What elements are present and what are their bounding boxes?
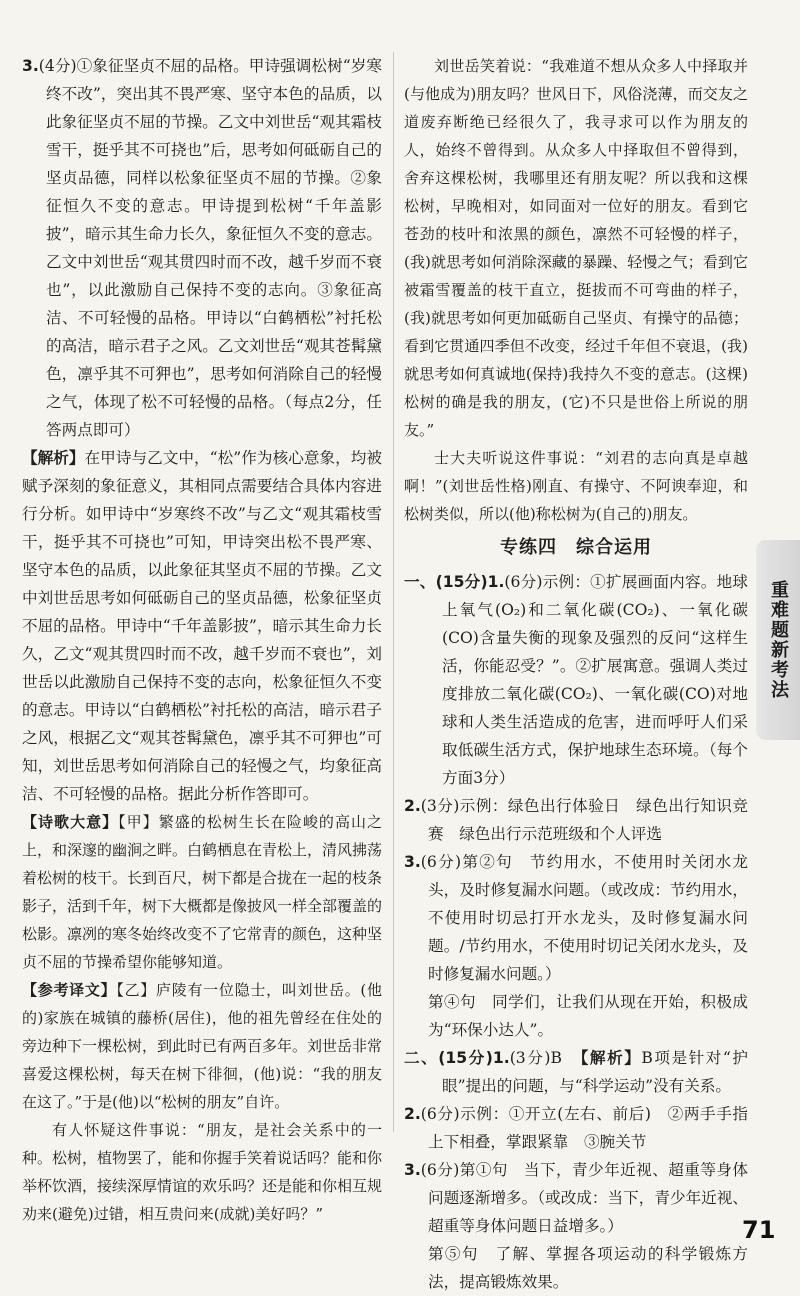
poem-tag: 【诗歌大意】 bbox=[22, 813, 119, 831]
question-number: 3. bbox=[404, 1161, 421, 1179]
page-number: 71 bbox=[742, 1216, 776, 1244]
answer-text: (3分)示例：绿色出行体验日 绿色出行知识竞赛 绿色出行示范班级和个人评选 bbox=[420, 797, 748, 843]
analysis-text: B项是针对“护眼”提出的问题，与“科学运动”没有关系。 bbox=[442, 1049, 748, 1095]
part2-q3 bbox=[404, 1156, 748, 1240]
section-title: 专练四 综合运用 bbox=[500, 537, 652, 558]
answer-text: (6分)示例：①开立(左右、前后) ②两手手指上下相叠，掌跟紧靠 ③腕关节 bbox=[420, 1105, 748, 1151]
poem-text: 【甲】繁盛的松树生长在险峻的高山之上，和深邃的幽涧之畔。白鹤栖息在青松上，清风拂荡着松树的枝干。长到百尺，树下都是合拢在一起的枝条影子，活到千年，树下大概都是像披风一样全部覆盖的松影。凛冽的寒冬始终改变不了它常青的颜色，这种坚贞不屈的节操希望你能够知道。 bbox=[22, 813, 383, 971]
question-number: 2. bbox=[404, 797, 421, 815]
question-number: 1. bbox=[492, 1049, 510, 1067]
side-tab-label: 重难题新考法 bbox=[768, 580, 789, 700]
part-head: 一、(15分) bbox=[404, 573, 488, 591]
question-number: 2. bbox=[404, 1105, 421, 1123]
part1-q1 bbox=[404, 568, 748, 792]
right-column bbox=[404, 52, 748, 1296]
answer-text: (6分)第②句 节约用水，不使用时关闭水龙头，及时修复漏水问题。（或改成：节约用水，不使用时切忌打开水龙头，及时修复漏水问题。/节约用水，不使用时切记关闭水龙头，及时修复漏水问题。） bbox=[420, 853, 748, 983]
translation-paragraph-2: 刘世岳笑着说：“我难道不想从众多人中择取并(与他成为)朋友吗？世风日下，风俗浇薄，而交友之道废弃断绝已经很久了，我寻求可以作为朋友的人，始终不曾得到。从众多人中择取但不曾得到，舍弃这棵松树，我哪里还有朋友呢？所以我和这棵松树，早晚相对，如同面对一位好的朋友。看到它苍劲的枝叶和浓黑的颜色，凛然不可轻慢的样子，(我)就思考如何消除深藏的暴躁、轻慢之气；看到它被霜雪覆盖的枝干直立，挺拔而不可弯曲的样子，(我)就思考如何更加砥砺自己坚贞、有操守的品德；看到它贯通四季但不改变，经过千年但不衰退，(我)就思考如何真诚地(保持)我持久不变的意志。(这棵)松树的确是我的朋友，(它)不只是世俗上所说的朋友。” bbox=[404, 57, 748, 439]
answer-text: (6分)第①句 当下，青少年近视、超重等身体问题逐渐增多。（或改成：当下，青少年近视、超重等身体问题日益增多。） bbox=[420, 1161, 748, 1235]
answer-q3 bbox=[22, 52, 382, 444]
translation-paragraph: 有人怀疑这件事说：“朋友，是社会关系中的一种。松树，植物罢了，能和你握手笑着说话吗？能和你举杯饮酒，接续深厚情谊的欢乐吗？还是能和你相互规劝来(避免)过错，相互贵问来(成就)美好吗？” bbox=[22, 1121, 383, 1223]
answer-text: (6分)示例：①扩展画面内容。地球上氧气(O₂)和二氧化碳(CO₂)、一氧化碳(CO)含量失衡的现象及强烈的反问“这样生活，你能忍受？”。②扩展寓意。强调人类过度排放二氧化碳(CO₂)、一氧化碳(CO)对地球和人类生活造成的危害，进而呼吁人们采取低碳生活方式，保护地球生态环境。（每个方面3分） bbox=[442, 573, 748, 787]
part2-q1 bbox=[404, 1044, 748, 1100]
side-tab bbox=[756, 540, 800, 740]
question-number: 3. bbox=[404, 853, 421, 871]
analysis-tag: 【解析】 bbox=[580, 1048, 642, 1067]
column-divider bbox=[393, 52, 394, 1132]
translation-text: 【乙】庐陵有一位隐士，叫刘世岳。(他的)家族在城镇的藤桥(居住)，他的祖先曾经在住处的旁边种下一棵松树，到此时已有两百多年。刘世岳非常喜爱这棵松树，每天在树下徘徊，(他)说：“我的朋友在这了。”于是(他)以“松树的朋友”自许。 bbox=[22, 981, 383, 1111]
part2-q3-second: 第⑤句 了解、掌握各项运动的科学锻炼方法，提高锻炼效果。 bbox=[428, 1245, 748, 1291]
part2-q2 bbox=[404, 1100, 748, 1156]
analysis bbox=[22, 444, 382, 808]
analysis-tag: 【解析】 bbox=[22, 448, 85, 467]
answer-text: (3分)B bbox=[509, 1049, 581, 1067]
part-head: 二、(15分) bbox=[404, 1049, 493, 1067]
poem-meaning bbox=[22, 808, 382, 976]
translation-paragraph-3: 士大夫听说这件事说：“刘君的志向真是卓越啊！”(刘世岳性格)刚直、有操守、不阿谀奉迎，和松树类似，所以(他)称松树为(自己的)朋友。 bbox=[404, 449, 748, 523]
translation-tag: 【参考译文】 bbox=[22, 981, 117, 999]
part1-q3 bbox=[404, 848, 748, 988]
part1-q3-second: 第④句 同学们，让我们从现在开始，积极成为“环保小达人”。 bbox=[428, 993, 748, 1039]
answer-text: (4分)①象征坚贞不屈的品格。甲诗强调松树“岁寒终不改”，突出其不畏严寒、坚守本色的品质，以此象征坚贞不屈的节操。乙文中刘世岳“观其霜枝雪干，挺乎其不可挠也”后，思考如何砥砺自己的坚贞品德，同样以松象征坚贞不屈的节操。②象征恒久不变的意志。甲诗提到松树“千年盖影披”，暗示其生命力长久，象征恒久不变的意志。乙文中刘世岳“观其贯四时而不改，越千岁而不衰也”，以此激励自己保持不变的志向。③象征高洁、不可轻慢的品格。甲诗以“白鹤栖松”衬托松的高洁，暗示君子之风。乙文刘世岳“观其苍髯黛色，凛乎其不可狎也”，思考如何消除自己的轻慢之气，体现了松不可轻慢的品格。（每点2分，任答两点即可） bbox=[38, 57, 382, 439]
question-number: 3. bbox=[22, 57, 39, 75]
analysis-text: 在甲诗与乙文中，“松”作为核心意象，均被赋予深刻的象征意义，其相同点需要结合具体内容进行分析。如甲诗中“岁寒终不改”与乙文“观其霜枝雪干，挺乎其不可挠也”可知，甲诗突出松不畏严寒、坚守本色的品质，以此象征其坚贞不屈的节操。乙文中刘世岳思考如何砥砺自己的坚贞品德，松象征坚贞不屈的品格。甲诗中“千年盖影披”，暗示其生命力长久，乙文“观其贯四时而不改，越千岁而不衰也”，刘世岳以此激励自己保持不变的志向，松象征恒久不变的意志。甲诗以“白鹤栖松”衬托松的高洁，暗示君子之风，根据乙文“观其苍髯黛色，凛乎其不可狎也”可知，刘世岳思考如何消除自己的轻慢之气，均象征高洁、不可轻慢的品格。据此分析作答即可。 bbox=[22, 449, 382, 803]
part1-q2 bbox=[404, 792, 748, 848]
left-column bbox=[22, 52, 382, 1228]
question-number: 1. bbox=[487, 573, 505, 591]
reference-translation bbox=[22, 976, 382, 1116]
